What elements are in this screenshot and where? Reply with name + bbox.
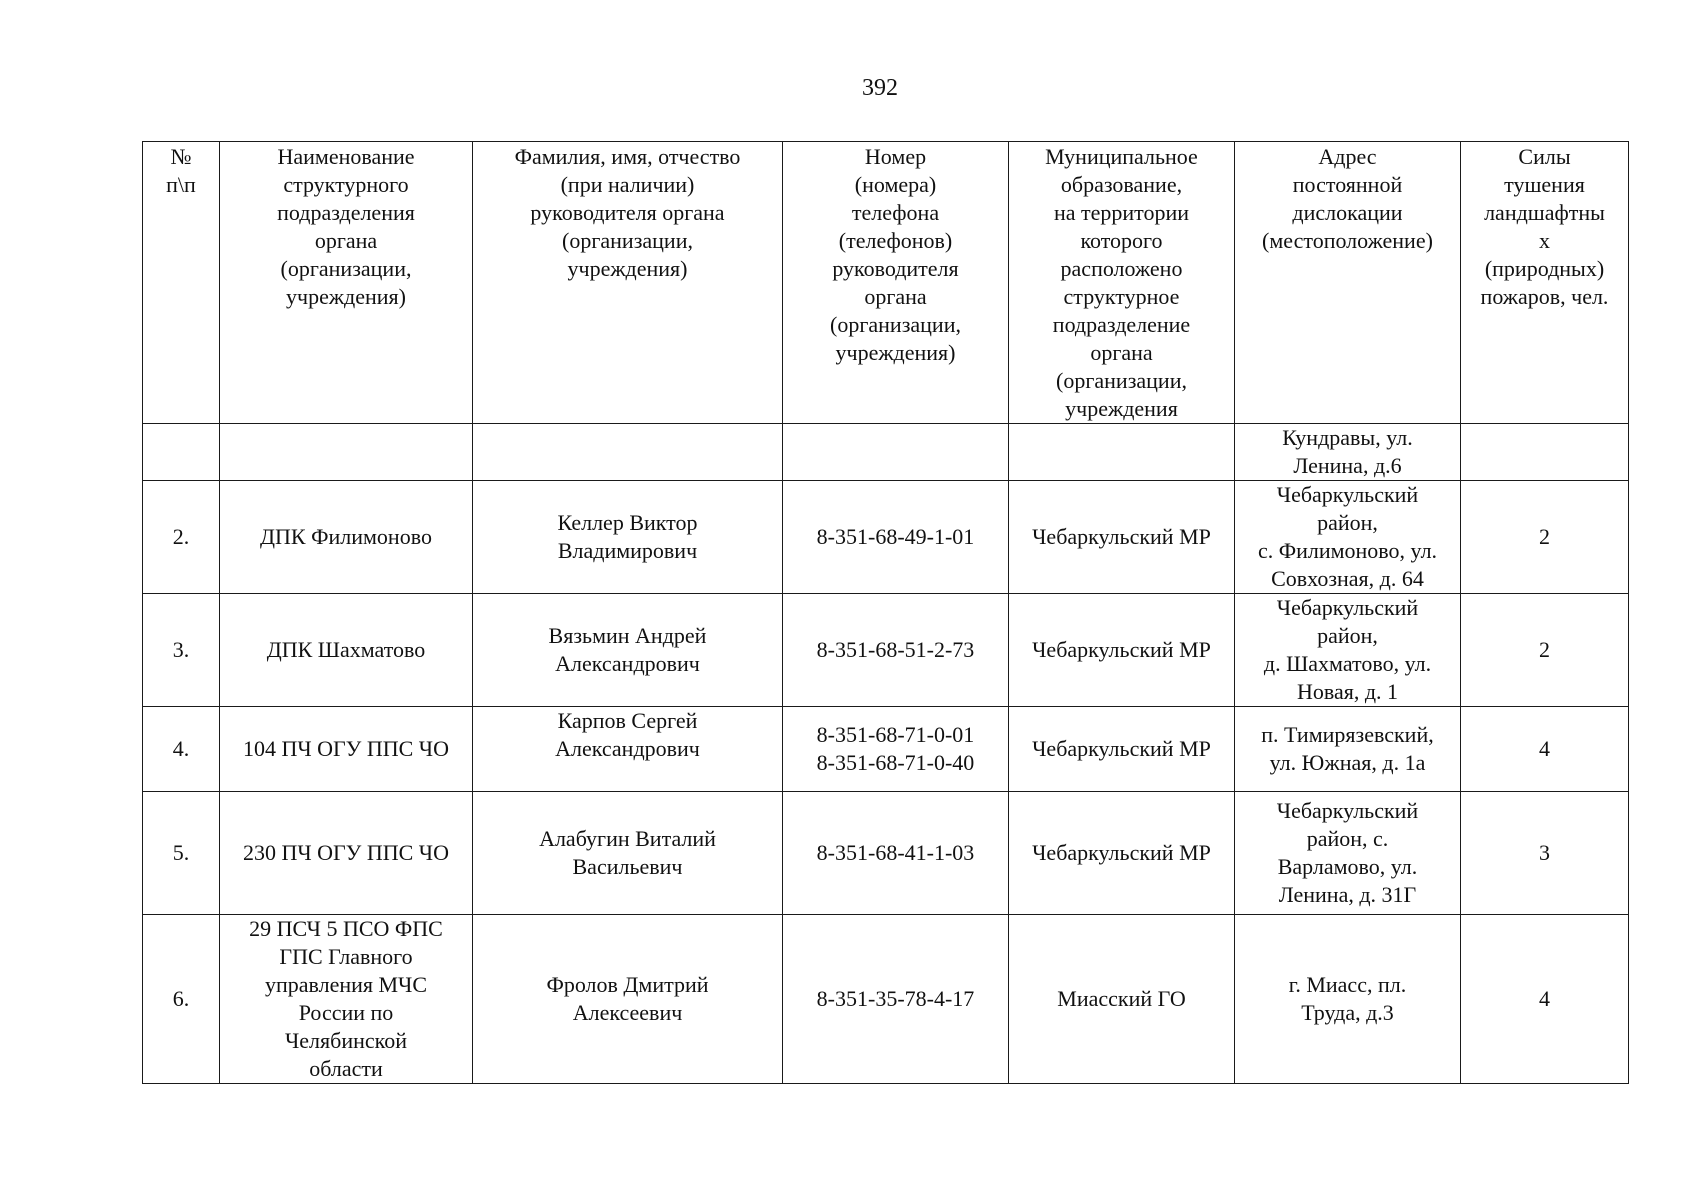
col-header-head-name: Фамилия, имя, отчество (при наличии) руководителя органа (организации, учреждения) [473, 142, 783, 424]
cell-forces: 4 [1461, 915, 1629, 1084]
cell-municipality: Чебаркульский МР [1009, 707, 1235, 792]
cell-unit-name: ДПК Филимоново [220, 481, 473, 594]
cell-phone: 8-351-35-78-4-17 [783, 915, 1009, 1084]
cell-address: г. Миасс, пл. Труда, д.3 [1235, 915, 1461, 1084]
cell-forces: 2 [1461, 594, 1629, 707]
cell-address: Чебаркульский район, с. Варламово, ул. Ленина, д. 31Г [1235, 792, 1461, 915]
col-header-phone: Номер (номера) телефона (телефонов) руководителя органа (организации, учреждения) [783, 142, 1009, 424]
table-row [143, 792, 1629, 915]
cell-municipality: Миасский ГО [1009, 915, 1235, 1084]
cell-number: 4. [143, 707, 220, 792]
cell-forces: 3 [1461, 792, 1629, 915]
cell-number: 3. [143, 594, 220, 707]
cell-number: 2. [143, 481, 220, 594]
col-header-unit-name: Наименование структурного подразделения органа (организации, учреждения) [220, 142, 473, 424]
cell-head-name: Вязьмин Андрей Александрович [473, 594, 783, 707]
page-number: 392 [862, 75, 898, 101]
cell-address: Чебаркульский район, с. Филимоново, ул. Совхозная, д. 64 [1235, 481, 1461, 594]
cell-number: 5. [143, 792, 220, 915]
cell-forces [1461, 424, 1629, 481]
cell-phone: 8-351-68-51-2-73 [783, 594, 1009, 707]
fire-units-table [142, 141, 1629, 1084]
cell-municipality: Чебаркульский МР [1009, 792, 1235, 915]
cell-head-name: Карпов Сергей Александрович [473, 707, 783, 792]
table-row [143, 481, 1629, 594]
cell-municipality: Чебаркульский МР [1009, 481, 1235, 594]
col-header-municipality: Муниципальное образование, на территории которого расположено структурное подразделение органа (организации, учреждения [1009, 142, 1235, 424]
cell-unit-name: 104 ПЧ ОГУ ППС ЧО [220, 707, 473, 792]
cell-forces: 2 [1461, 481, 1629, 594]
cell-head-name: Фролов Дмитрий Алексеевич [473, 915, 783, 1084]
cell-phone: 8-351-68-41-1-03 [783, 792, 1009, 915]
col-header-address: Адрес постоянной дислокации (местоположение) [1235, 142, 1461, 424]
cell-unit-name [220, 424, 473, 481]
cell-phone: 8-351-68-49-1-01 [783, 481, 1009, 594]
cell-head-name: Келлер Виктор Владимирович [473, 481, 783, 594]
cell-address: Чебаркульский район, д. Шахматово, ул. Новая, д. 1 [1235, 594, 1461, 707]
cell-forces: 4 [1461, 707, 1629, 792]
cell-unit-name: ДПК Шахматово [220, 594, 473, 707]
table-row [143, 594, 1629, 707]
cell-head-name: Алабугин Виталий Васильевич [473, 792, 783, 915]
cell-address: Кундравы, ул. Ленина, д.6 [1235, 424, 1461, 481]
cell-unit-name: 29 ПСЧ 5 ПСО ФПС ГПС Главного управления МЧС России по Челябинской области [220, 915, 473, 1084]
table-row [143, 424, 1629, 481]
table-row [143, 707, 1629, 792]
col-header-forces: Силы тушения ландшафтны х (природных) пожаров, чел. [1461, 142, 1629, 424]
cell-municipality [1009, 424, 1235, 481]
cell-unit-name: 230 ПЧ ОГУ ППС ЧО [220, 792, 473, 915]
cell-phone [783, 424, 1009, 481]
col-header-number: № п\п [143, 142, 220, 424]
table-row [143, 915, 1629, 1084]
cell-phone: 8-351-68-71-0-01 8-351-68-71-0-40 [783, 707, 1009, 792]
cell-number: 6. [143, 915, 220, 1084]
cell-municipality: Чебаркульский МР [1009, 594, 1235, 707]
cell-number [143, 424, 220, 481]
cell-head-name [473, 424, 783, 481]
table-header-row [143, 142, 1629, 424]
cell-address: п. Тимирязевский, ул. Южная, д. 1а [1235, 707, 1461, 792]
